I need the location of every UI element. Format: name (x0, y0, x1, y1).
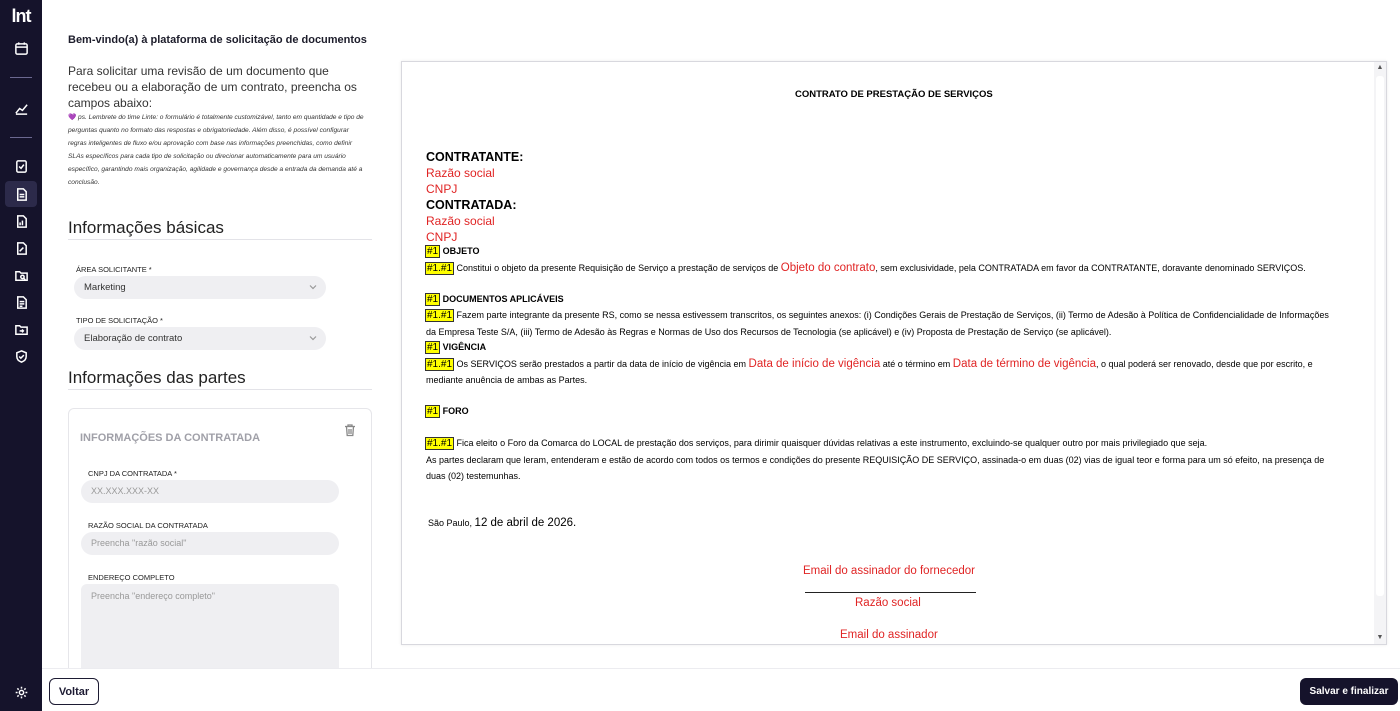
sidebar (0, 0, 42, 711)
declaration-text-2: duas (02) testemunhas. (426, 471, 521, 481)
calendar-icon[interactable] (11, 38, 31, 58)
termino-vigencia-var: Data de término de vigência (952, 358, 1096, 370)
card-title: INFORMAÇÕES DA CONTRATADA (80, 432, 261, 444)
cnpj-label: CNPJ DA CONTRATADA * (88, 469, 177, 478)
docs-text-2: da Empresa Teste S/A, (iii) Termo de Adesão às Regras e Normas de Uso dos Recursos de Tecnologia (se aplicável) e (iv) Proposta de Prestação de Serviço (se aplicável). (426, 327, 1112, 337)
chevron-down-icon (308, 282, 318, 292)
tipo-select[interactable] (74, 327, 326, 350)
signature-line (805, 592, 976, 593)
chart-icon[interactable] (11, 98, 31, 118)
signer-razao-var: Razão social (855, 597, 921, 609)
section-divider (68, 389, 372, 390)
scrollbar-thumb[interactable] (1376, 76, 1384, 596)
document-preview[interactable] (401, 61, 1387, 645)
area-select[interactable] (74, 276, 326, 299)
contratante-heading: CONTRATANTE: (426, 150, 524, 164)
clause-number-tag: #1 (427, 246, 439, 257)
shield-icon[interactable] (11, 346, 31, 366)
document-scrollbar[interactable] (1374, 62, 1386, 645)
heart-icon: 💜 (68, 114, 77, 121)
objeto-var: Objeto do contrato (780, 262, 876, 274)
endereco-textarea[interactable]: Preencha "endereço completo" (81, 584, 339, 668)
objeto-text: #1.#1 Constitui o objeto da presente Requisição de Serviço a prestação de serviços de Objeto do contrato, sem exclusividade, pela CONTRATADA em favor da CONTRATANTE, doravante denominado SERVIÇOS. (427, 262, 1306, 274)
clause-number-tag: #1.#1 (427, 359, 453, 370)
area-select-value: Marketing (84, 282, 126, 293)
declaration-text-1: As partes declaram que leram, entenderam e estão de acordo com todos os termos e condições do presente REQUISIÇÃO DE SERVIÇO, assinada-o em duas (02) vias de igual teor e forma para um só efeito, na presença de (426, 455, 1325, 465)
document-list-icon[interactable] (5, 181, 37, 207)
basic-info-title: Informações básicas (68, 218, 224, 237)
clause-number-tag: #1 (427, 294, 439, 305)
cnpj-input[interactable]: XX.XXX.XXX-XX (81, 480, 339, 503)
section-divider (68, 239, 372, 240)
folder-search-icon[interactable] (11, 265, 31, 285)
chevron-down-icon (308, 333, 318, 343)
document-check-icon[interactable] (11, 156, 31, 176)
doc-title: CONTRATO DE PRESTAÇÃO DE SERVIÇOS (795, 89, 993, 100)
signature-place-date: São Paulo, 12 de abril de 2026. (428, 517, 577, 529)
docs-heading: #1 DOCUMENTOS APLICÁVEIS (427, 294, 564, 305)
area-label: ÁREA SOLICITANTE * (76, 265, 152, 274)
clause-number-tag: #1.#1 (427, 310, 453, 321)
endereco-label: ENDEREÇO COMPLETO (88, 573, 175, 582)
contract-document (402, 62, 1376, 645)
inicio-vigencia-var: Data de início de vigência (748, 358, 881, 370)
sidebar-divider (10, 77, 32, 78)
intro-text: Para solicitar uma revisão de um documento que recebeu ou a elaboração de um contrato, preencha os campos abaixo: (68, 64, 357, 110)
gear-icon[interactable] (11, 682, 31, 702)
contratada-cnpj-var: CNPJ (426, 230, 458, 244)
vigencia-heading: #1 VIGÊNCIA (427, 342, 487, 353)
objeto-heading: #1 OBJETO (427, 246, 480, 257)
signer-email2-var: Email do assinador (840, 629, 938, 641)
scroll-down-icon[interactable]: ▼ (1376, 634, 1384, 641)
contratante-razao-var: Razão social (426, 166, 495, 180)
vigencia-text-2: mediante anuência de ambas as Partes. (426, 375, 588, 385)
signer-email-var: Email do assinador do fornecedor (803, 565, 975, 577)
clause-number-tag: #1 (427, 406, 439, 417)
foro-text: #1.#1 Fica eleito o Foro da Comarca do LOCAL de prestação dos serviços, para dirimir quaisquer dúvidas relativas a este instrumento, excluindo-se qualquer outro por mais privilegiado que seja. (427, 438, 1208, 449)
sidebar-divider (10, 137, 32, 138)
parties-info-title: Informações das partes (68, 368, 246, 387)
ps-note (68, 111, 368, 189)
document-text-icon[interactable] (11, 292, 31, 312)
contratada-heading: CONTRATADA: (426, 198, 517, 212)
contratada-razao-var: Razão social (426, 214, 495, 228)
razao-label: RAZÃO SOCIAL DA CONTRATADA (88, 521, 208, 530)
welcome-title: Bem-vindo(a) à plataforma de solicitação de documentos (68, 34, 367, 46)
document-edit-icon[interactable] (11, 238, 31, 258)
action-bar (42, 668, 1400, 711)
foro-heading: #1 FORO (427, 406, 469, 417)
razao-input[interactable]: Preencha "razão social" (81, 532, 339, 555)
scroll-up-icon[interactable]: ▲ (1376, 64, 1384, 71)
clause-number-tag: #1 (427, 342, 439, 353)
clause-number-tag: #1.#1 (427, 438, 453, 449)
request-form-panel (42, 0, 387, 668)
contratada-card (68, 408, 372, 668)
clause-number-tag: #1.#1 (427, 263, 453, 274)
app-logo[interactable]: lnt (11, 6, 31, 26)
save-finalize-button[interactable]: Salvar e finalizar (1300, 678, 1398, 705)
tipo-label: TIPO DE SOLICITAÇÃO * (76, 316, 163, 325)
folder-export-icon[interactable] (11, 319, 31, 339)
back-button[interactable]: Voltar (49, 678, 99, 705)
trash-icon[interactable] (343, 423, 357, 437)
tipo-select-value: Elaboração de contrato (84, 333, 183, 344)
ps-note-text: ps. Lembrete do time Linte: o formulário é totalmente customizável, tanto em quantidade e tipo de perguntas quanto no formato das respostas e obrigatoriedade. Além disso, é possível configurar regras inteligentes de fluxo e/ou aprovação com base nas informações preenchidas, como definir SLAs específicos para cada tipo de solicitação ou direcionar automaticamente para um usuário específico, garantindo mais organização, agilidade e governança desde a entrada da demanda até a conclusão. (68, 114, 364, 186)
vigencia-text: #1.#1 Os SERVIÇOS serão prestados a partir da data de início de vigência em Data de início de vigência até o término em Data de término de vigência, o qual poderá ser renovado, desde que por escrito, e (427, 358, 1313, 370)
contratante-cnpj-var: CNPJ (426, 182, 458, 196)
document-chart-icon[interactable] (11, 211, 31, 231)
docs-text-1: #1.#1 Fazem parte integrante da presente RS, como se nessa estivessem transcritos, os seguintes anexos: (i) Condições Gerais de Prestação de Serviços, (ii) Termo de Adesão à Política de Confidencialidade de Informações (427, 310, 1329, 321)
